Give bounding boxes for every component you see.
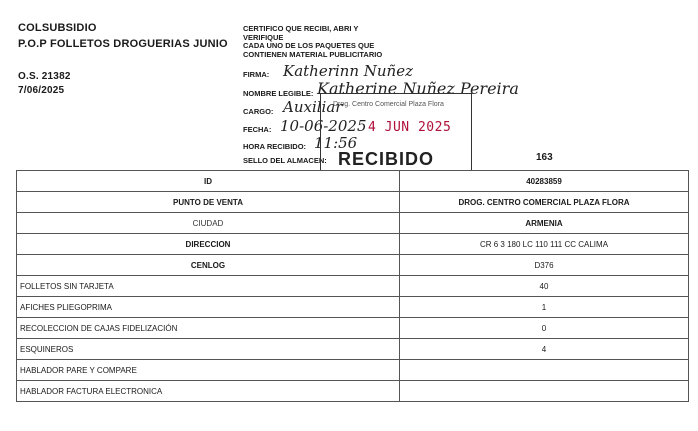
certification-line: CADA UNO DE LOS PAQUETES QUE — [243, 41, 375, 50]
row-label: ESQUINEROS — [17, 339, 400, 360]
row-value — [400, 360, 689, 381]
certification-line: CONTIENEN MATERIAL PUBLICITARIO — [243, 49, 383, 59]
row-label: HABLADOR FACTURA ELECTRONICA — [17, 381, 400, 402]
stamp-store-name: Drog. Centro Comercial Plaza Flora — [333, 101, 444, 108]
order-number: O.S. 21382 — [18, 71, 71, 82]
row-label: PUNTO DE VENTA — [17, 192, 400, 213]
certification-block — [243, 25, 382, 59]
document-subtitle: P.O.P FOLLETOS DROGUERIAS JUNIO — [18, 38, 228, 50]
row-value: 40 — [400, 276, 689, 297]
row-label: ID — [17, 171, 400, 192]
certification-line: VERIFIQUE — [243, 32, 284, 42]
row-value: 4 — [400, 339, 689, 360]
row-label: FOLLETOS SIN TARJETA — [17, 276, 400, 297]
nombre-label: NOMBRE LEGIBLE: — [243, 89, 314, 98]
row-value: 1 — [400, 297, 689, 318]
fecha-value: 10-06-2025 — [280, 117, 367, 135]
row-label: CIUDAD — [17, 213, 400, 234]
row-label: HABLADOR PARE Y COMPARE — [17, 360, 400, 381]
row-value — [400, 381, 689, 402]
sello-label: SELLO DEL ALMACEN: — [243, 156, 327, 165]
stamp-recibido: RECIBIDO — [338, 149, 435, 169]
hora-label: HORA RECIBIDO: — [243, 142, 307, 151]
row-label: CENLOG — [17, 255, 400, 276]
row-value: ARMENIA — [400, 213, 689, 234]
table-row — [17, 381, 689, 402]
company-name: COLSUBSIDIO — [18, 22, 97, 34]
cargo-label: CARGO: — [243, 107, 274, 116]
delivery-table — [16, 170, 689, 402]
order-date: 7/06/2025 — [18, 85, 65, 96]
hora-value: 11:56 — [314, 134, 358, 152]
row-value: 40283859 — [400, 171, 689, 192]
table-row — [17, 171, 689, 192]
table-row — [17, 339, 689, 360]
row-label: DIRECCION — [17, 234, 400, 255]
row-value: 0 — [400, 318, 689, 339]
table-row — [17, 360, 689, 381]
row-label: AFICHES PLIEGOPRIMA — [17, 297, 400, 318]
table-row — [17, 213, 689, 234]
table-row — [17, 192, 689, 213]
row-value: DROG. CENTRO COMERCIAL PLAZA FLORA — [400, 192, 689, 213]
row-value: CR 6 3 180 LC 110 111 CC CALIMA — [400, 234, 689, 255]
firma-signature: Katherinn Nuñez — [283, 62, 413, 80]
table-row — [17, 255, 689, 276]
nombre-value: Katherine Nuñez Pereira — [317, 79, 519, 98]
fecha-label: FECHA: — [243, 125, 272, 134]
row-label: RECOLECCION DE CAJAS FIDELIZACIÓN — [17, 318, 400, 339]
stamp-number: 163 — [536, 152, 553, 163]
firma-label: FIRMA: — [243, 70, 270, 79]
table-row — [17, 318, 689, 339]
table-row — [17, 234, 689, 255]
table-row — [17, 297, 689, 318]
stamp-date: 4 JUN 2025 — [368, 120, 452, 135]
certification-line: CERTIFICO QUE RECIBI, ABRI Y — [243, 24, 359, 33]
row-value: D376 — [400, 255, 689, 276]
table-row — [17, 276, 689, 297]
cargo-value: Auxiliar — [283, 98, 343, 116]
